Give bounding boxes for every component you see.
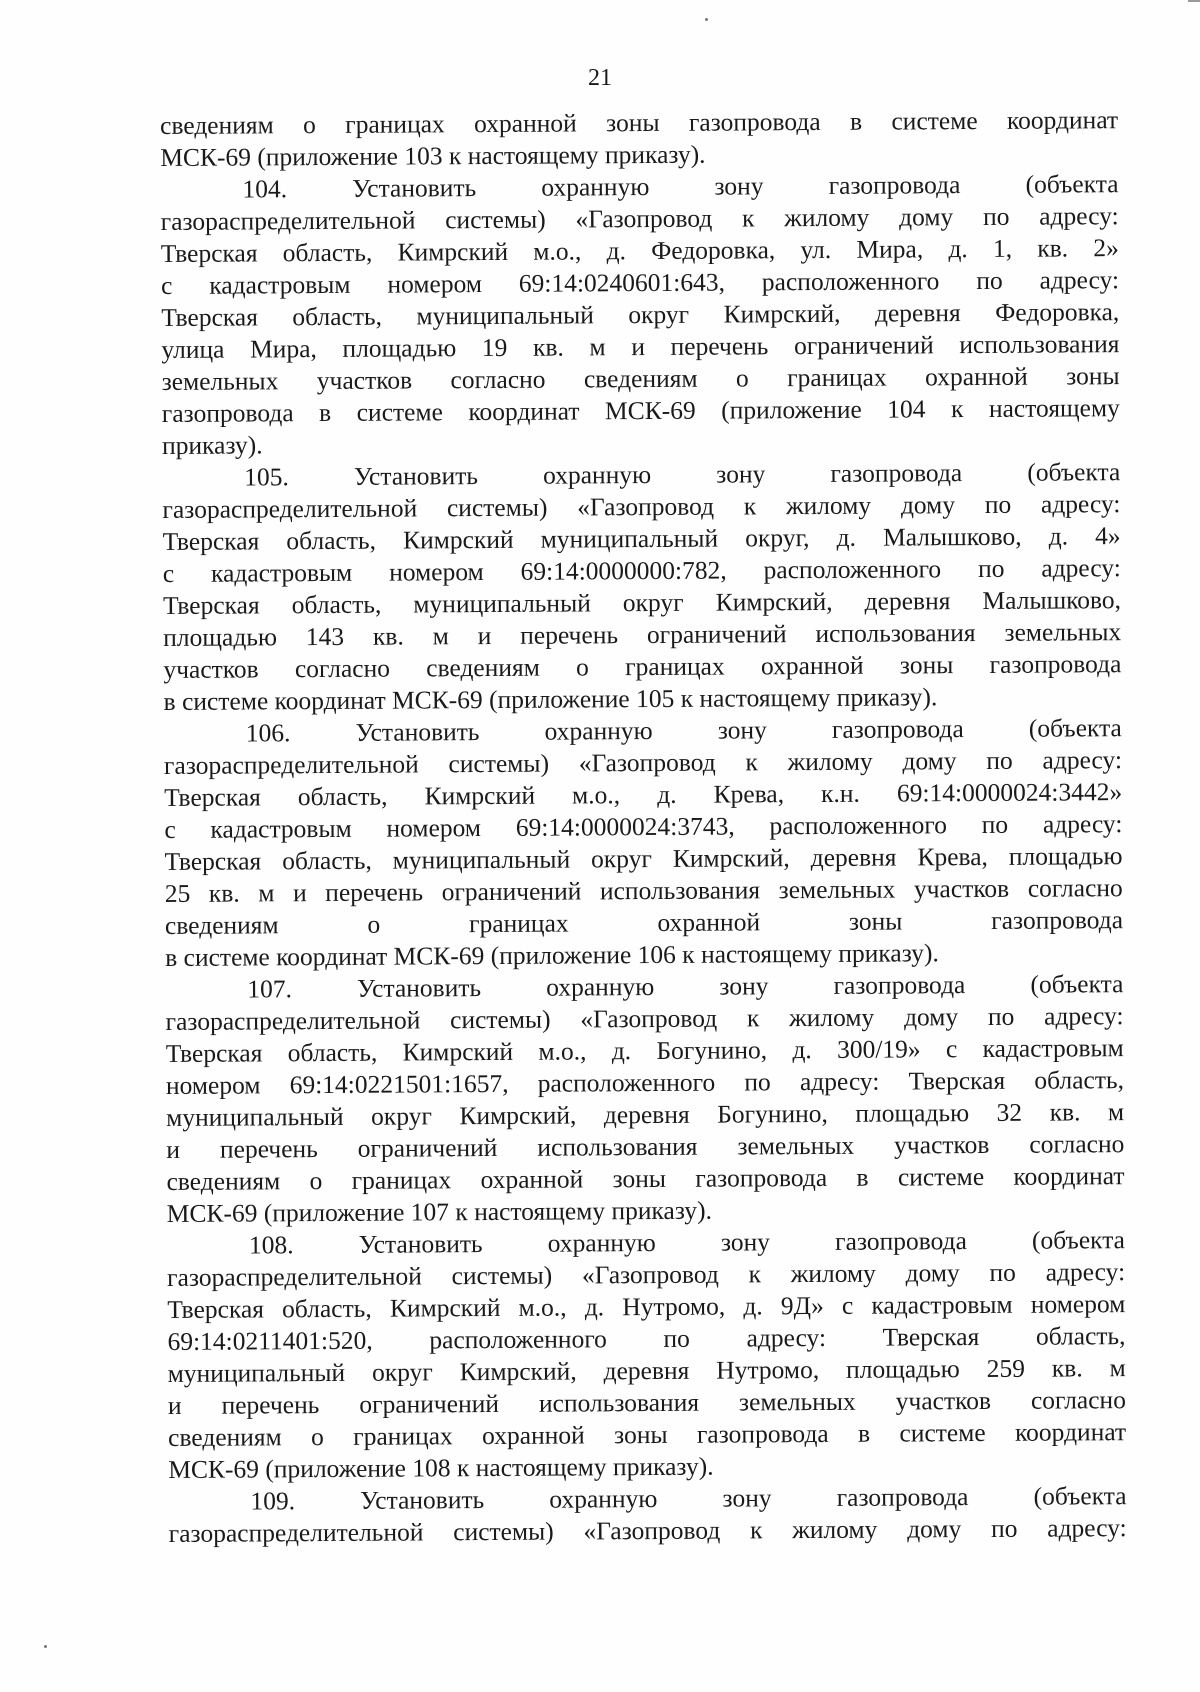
text-line: с кадастровым номером 69:14:0240601:643, расположенного по адресу: (160, 265, 1120, 300)
text-line: с кадастровым номером 69:14:0000024:3743, расположенного по адресу: (164, 809, 1123, 844)
text-line: сведениям о границах охранной зоны газопровода в системе координат (166, 1161, 1125, 1196)
text-line: в системе координат МСК-69 (приложение 105 к настоящему приказу). (163, 682, 938, 716)
text-line: Тверская область, муниципальный округ Кимрский, деревня Малышково, (162, 585, 1122, 620)
text-line: земельных участков согласно сведениям о границах охранной зоны (161, 361, 1120, 396)
text-line: МСК-69 (приложение 107 к настоящему приказу). (166, 1195, 713, 1228)
text-line: и перечень ограничений использования земельных участков согласно (166, 1129, 1125, 1164)
text-line: муниципальный округ Кимрский, деревня Нутромо, площадью 259 кв. м (167, 1353, 1126, 1388)
text-line: МСК-69 (приложение 108 к настоящему приказу). (168, 1451, 714, 1484)
paragraph-107-first-line: 107. Установить охранную зону газопровода (объекта (247, 969, 1124, 1004)
text-line: участков согласно сведениям о границах охранной зоны газопровода (163, 649, 1122, 684)
text-line: газораспределительной системы) «Газопровод к жилому дому по адресу: (165, 1001, 1124, 1036)
text-line: номером 69:14:0221501:1657, расположенного по адресу: Тверская область, (165, 1065, 1125, 1100)
text-line: сведениям о границах охранной зоны газопровода в системе координат (168, 1417, 1127, 1452)
text-line: МСК-69 (приложение 103 к настоящему приказу). (160, 139, 706, 172)
paragraph-105-first-line: 105. Установить охранную зону газопровода (объекта (244, 457, 1121, 492)
text-line: газопровода в системе координат МСК-69 (приложение 104 к настоящему (161, 393, 1120, 428)
text-line: площадью 143 кв. м и перечень ограничений использования земельных (163, 617, 1122, 652)
paragraph-108-first-line: 108. Установить охранную зону газопровода (объекта (248, 1225, 1126, 1260)
text-line: газораспределительной системы) «Газопровод к жилому дому по адресу: (168, 1513, 1127, 1548)
scan-speck (705, 18, 708, 21)
text-line: газораспределительной системы) «Газопровод к жилому дому по адресу: (162, 489, 1121, 524)
text-line: с кадастровым номером 69:14:0000000:782, расположенного по адресу: (162, 553, 1121, 588)
text-line: в системе координат МСК-69 (приложение 106 к настоящему приказу). (165, 938, 939, 972)
paragraph-109-first-line: 109. Установить охранную зону газопровода (объекта (250, 1481, 1127, 1516)
scan-speck (44, 1645, 47, 1648)
text-line: приказу). (161, 430, 263, 460)
text-line: Тверская область, муниципальный округ Кимрский, деревня Крева, площадью (164, 841, 1123, 876)
text-line: газораспределительной системы) «Газопровод к жилому дому по адресу: (160, 201, 1119, 236)
text-line: Тверская область, Кимрский м.о., д. Богунино, д. 300/19» с кадастровым (165, 1033, 1124, 1068)
paragraph-104-first-line: 104. Установить охранную зону газопровода (объекта (242, 169, 1119, 204)
text-line: улица Мира, площадью 19 кв. м и перечень ограничений использования (161, 329, 1120, 364)
text-line: Тверская область, Кимрский муниципальный округ, д. Малышково, д. 4» (162, 521, 1121, 556)
body-text (160, 104, 1127, 1550)
text-line: 69:14:0211401:520, расположенного по адресу: Тверская область, (167, 1321, 1126, 1356)
text-line: газораспределительной системы) «Газопровод к жилому дому по адресу: (163, 745, 1123, 780)
text-line: Тверская область, муниципальный округ Кимрский, деревня Федоровка, (161, 297, 1120, 332)
text-line: и перечень ограничений использования земельных участков согласно (167, 1385, 1126, 1420)
text-line: газораспределительной системы) «Газопровод к жилому дому по адресу: (167, 1257, 1126, 1292)
text-line: Тверская область, Кимрский м.о., д. Федоровка, ул. Мира, д. 1, кв. 2» (160, 233, 1119, 268)
text-line: Тверская область, Кимрский м.о., д. Нутромо, д. 9Д» с кадастровым номером (167, 1289, 1126, 1324)
text-line: Тверская область, Кимрский м.о., д. Крева, к.н. 69:14:0000024:3442» (164, 777, 1123, 812)
text-line: сведениям о границах охранной зоны газопровода в системе координат (160, 105, 1119, 140)
scan-edge-mark (1188, 0, 1200, 2)
text-line: сведениям о границах охранной зоны газопровода (164, 905, 1124, 940)
text-line: муниципальный округ Кимрский, деревня Богунино, площадью 32 кв. м (166, 1097, 1125, 1132)
paragraph-106-first-line: 106. Установить охранную зону газопровода (объекта (245, 713, 1122, 748)
page-number: 21 (588, 65, 612, 91)
text-line: 25 кв. м и перечень ограничений использования земельных участков согласно (164, 873, 1123, 908)
